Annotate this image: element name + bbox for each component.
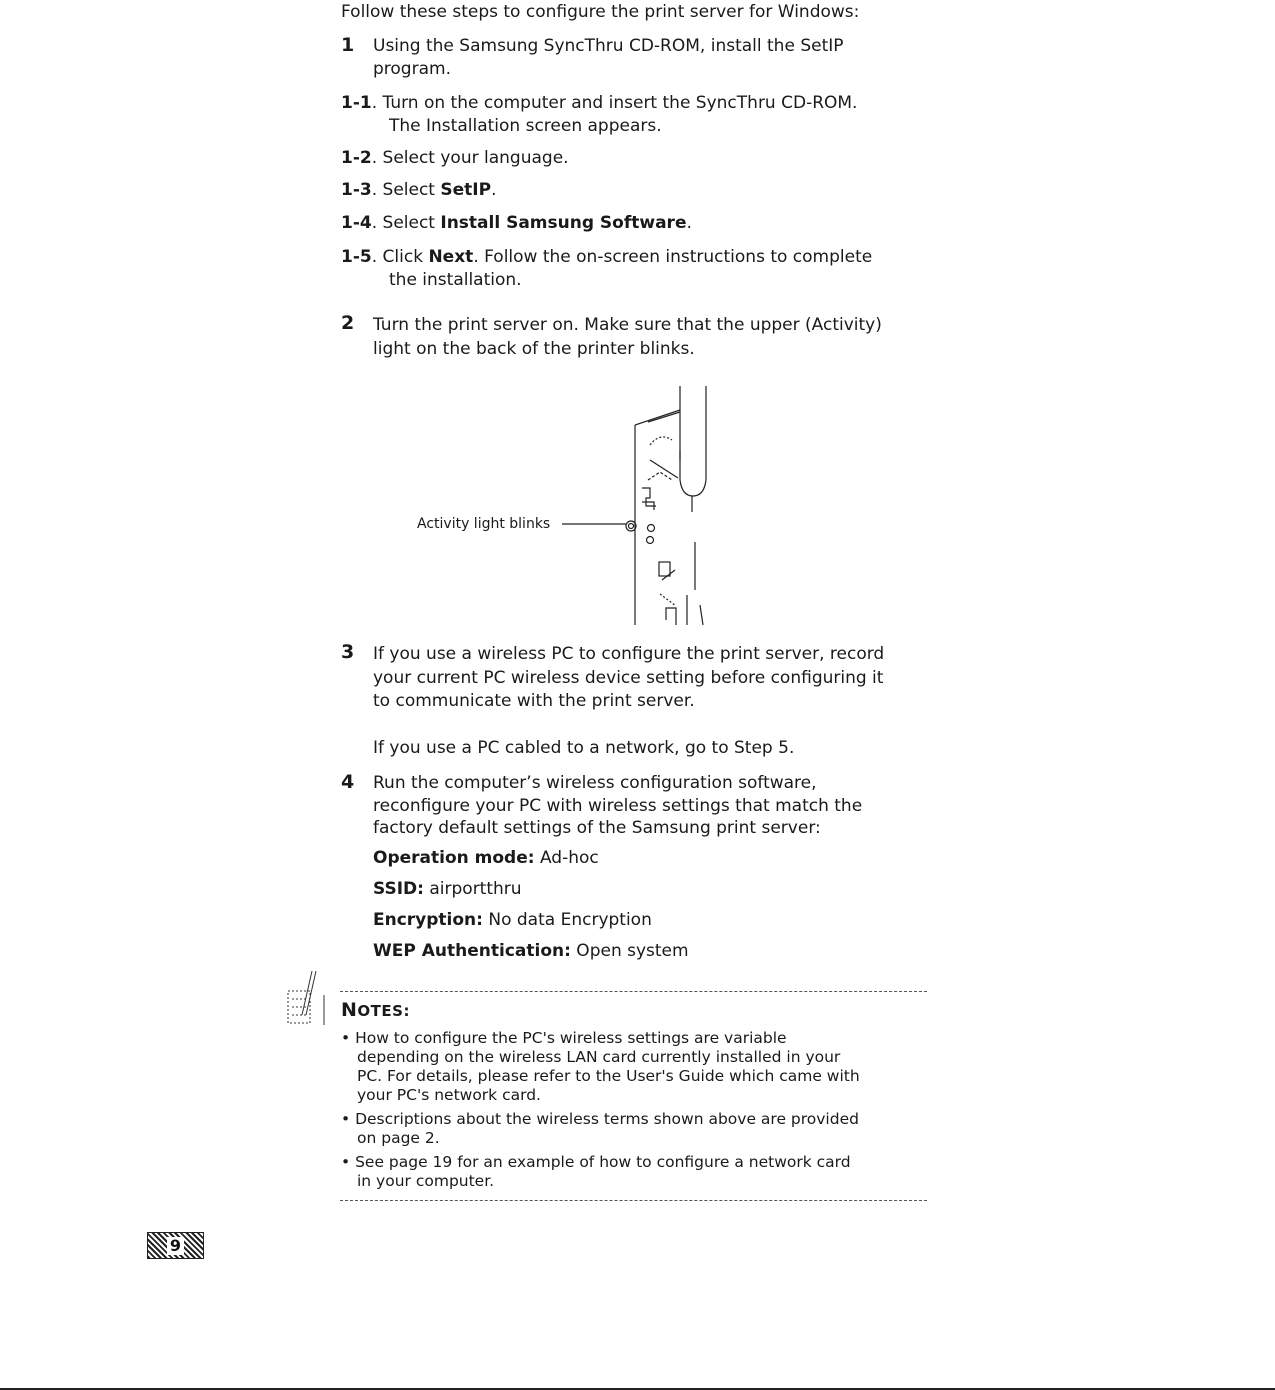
substep-1-5 [341,246,872,269]
intro-text: Follow these steps to configure the print server for Windows: [341,2,860,22]
substep-1-4 [341,212,692,235]
setting-label: Encryption: [373,910,483,930]
setting-value: airportthru [423,879,522,899]
step-3-extra: If you use a PC cabled to a network, go to Step 5. [373,738,795,758]
step-4-number: 4 [341,771,355,793]
substep-1-1-line-2: The Installation screen appears. [389,116,662,136]
substep-1-5-bold: Next [428,247,474,267]
substep-1-1-text: . Turn on the computer and insert the SyncThru CD-ROM. [371,93,858,113]
note-1-line-1: • How to configure the PC's wireless settings are variable [341,1029,787,1047]
substep-1-1-number: 1-1 [341,93,372,113]
substep-1-5-post: . Follow the on-screen instructions to complete [473,247,873,267]
substep-1-4-number: 1-4 [341,213,372,233]
substep-1-3 [341,179,496,202]
note-2-line-2: on page 2. [357,1129,440,1147]
substep-1-4-pre: . Select [371,213,441,233]
step-3-line-2: your current PC wireless device setting before configuring it [373,668,884,688]
note-2-line-1: • Descriptions about the wireless terms shown above are provided [341,1110,859,1128]
setting-label: Operation mode: [373,848,535,868]
step-3-line-3: to communicate with the print server. [373,691,695,711]
setting-value: No data Encryption [482,910,652,930]
substep-1-3-post: . [491,180,497,200]
step-1-number: 1 [341,34,355,56]
note-1-line-2: depending on the wireless LAN card currently installed in your [357,1048,841,1066]
print-server-illustration [410,380,740,630]
substep-1-3-number: 1-3 [341,180,372,200]
substep-1-3-pre: . Select [371,180,441,200]
substep-1-3-bold: SetIP [440,180,492,200]
setting-label: WEP Authentication: [373,941,571,961]
setting-label: SSID: [373,879,424,899]
notes-top-divider [340,991,927,992]
step-4-line-1: Run the computer’s wireless configuration software, [373,773,817,793]
step-1-line-1: Using the Samsung SyncThru CD-ROM, install the SetIP [373,36,844,56]
substep-1-5-pre: . Click [371,247,429,267]
step-4-line-2: reconfigure your PC with wireless settings that match the [373,796,863,816]
substep-1-5-number: 1-5 [341,247,372,267]
notes-title-first: N [341,999,358,1021]
setting-encryption [373,909,652,932]
notes-title-rest: OTES: [357,1002,410,1020]
step-2-line-1: Turn the print server on. Make sure that the upper (Activity) [373,315,882,335]
step-4-line-3: factory default settings of the Samsung print server: [373,818,821,838]
setting-value: Ad-hoc [534,848,599,868]
note-3-line-2: in your computer. [357,1172,495,1190]
print-server-figure [410,380,740,630]
notes-bottom-divider [340,1200,927,1201]
note-1-line-4: your PC's network card. [357,1086,541,1104]
substep-1-1 [341,92,857,115]
substep-1-2-number: 1-2 [341,148,372,168]
note-pencil-icon [282,965,332,1027]
substep-1-2 [341,147,569,170]
page-number-badge [147,1232,204,1259]
step-2-number: 2 [341,312,355,334]
activity-light-callout: Activity light blinks [417,516,551,532]
substep-1-4-post: . [686,213,692,233]
substep-1-2-text: . Select your language. [371,148,569,168]
setting-value: Open system [570,941,689,961]
step-3-line-1: If you use a wireless PC to configure the print server, record [373,644,885,664]
setting-ssid [373,878,522,901]
note-3-line-1: • See page 19 for an example of how to configure a network card [341,1153,851,1171]
step-3-number: 3 [341,641,355,663]
step-2-line-2: light on the back of the printer blinks. [373,339,695,359]
note-1-line-3: PC. For details, please refer to the User's Guide which came with [357,1067,860,1085]
setting-wep-authentication [373,940,689,963]
notes-title [341,999,410,1021]
setting-operation-mode [373,847,599,870]
substep-1-4-bold: Install Samsung Software [440,213,687,233]
step-1-line-2: program. [373,59,451,79]
substep-1-5-line-2: the installation. [389,270,522,290]
page-number: 9 [167,1237,184,1255]
